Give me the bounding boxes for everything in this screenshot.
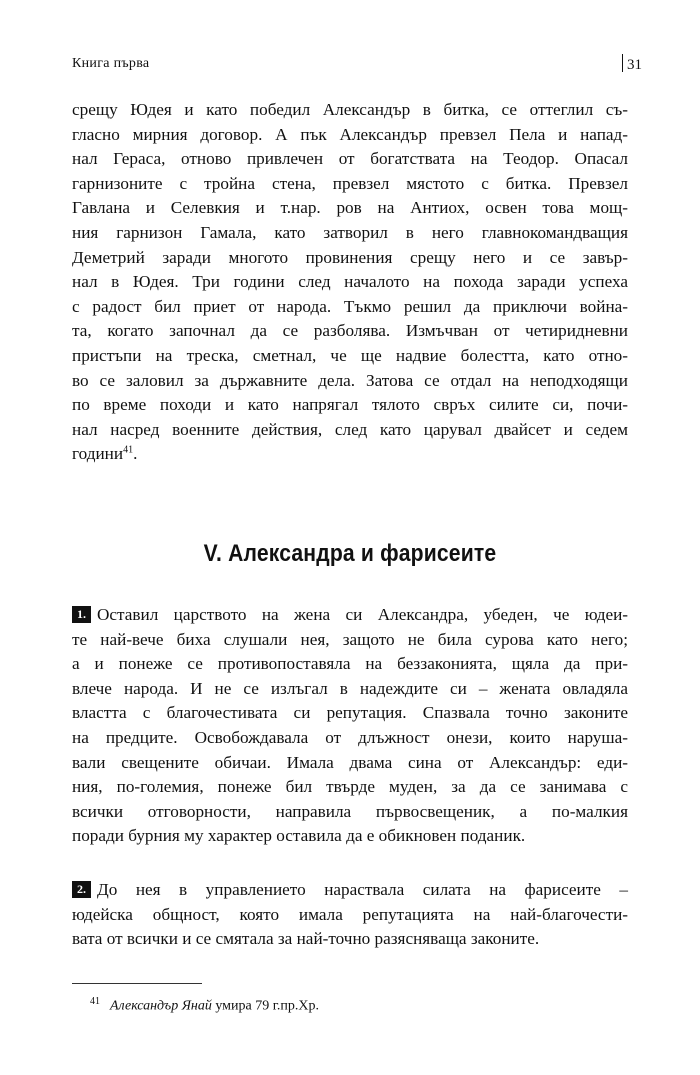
paragraph-line: властта с благочестивата си репутация. Спазвала точно законите (72, 703, 628, 723)
paragraph-line: поради бурния му характер оставила да е обикновен поданик. (72, 826, 526, 846)
paragraph-line: а и понеже се противопоставяла на беззаконията, щяла да при- (72, 654, 628, 674)
paragraph-line: нал в Юдея. Три години след началото на похода заради успеха (72, 272, 628, 292)
paragraph-line: нал насред военните действия, след като царувал двайсет и седем (72, 419, 628, 439)
section-heading: V. Александра и фарисеите (203, 540, 497, 567)
paragraph-line-text: Оставил царството на жена си Александра, убеден, че юдеи- (97, 605, 628, 624)
paragraph-line: пристъпи на треска, сметнал, че ще надвие болестта, като отно- (72, 345, 628, 365)
footnote-reference[interactable]: 41 (123, 444, 134, 456)
running-title: Книга първа (72, 56, 150, 71)
paragraph-line: те най-вече биха слушали нея, защото не била сурова като него; (72, 629, 628, 649)
paragraph-line: гарнизоните с тройна стена, превзел мястото с битка. Превзел (72, 173, 628, 193)
paragraph-line: срещу Юдея и като победил Александър в битка, се оттеглил съ- (72, 100, 628, 119)
footnote-number: 41 (90, 996, 100, 1007)
paragraph-line: всички отговорности, направила първосвещеник, а по-малкия (72, 801, 628, 821)
paragraph-first-line (72, 878, 628, 903)
paragraph-line: та, когато започнал да се разболява. Измъчван от четиридневни (72, 321, 628, 341)
paragraph-line-text: До нея в управлението нараствала силата на фарисеите – (97, 880, 628, 899)
paragraph-line: вата от всички и се смятала за най-точно разясняваща законите. (72, 929, 540, 949)
footnote (90, 996, 319, 1015)
paragraph-line: юдейска общност, която имала репутацията на най-благочести- (72, 904, 628, 924)
paragraph-line: влече народа. И не се излъгал в надеждите си – жената овладяла (72, 678, 628, 698)
paragraph-line: нал Гераса, отново привлечен от богатствата на Теодор. Опасал (72, 149, 628, 169)
paragraph-line-text: години (72, 444, 124, 464)
paragraph-1 (72, 98, 628, 467)
paragraph-line: вали свещените обичаи. Имала двама сина от Александър: еди- (72, 752, 628, 772)
paragraph-line: по време походи и като напрягал тялото свръх силите си, почи- (72, 395, 628, 415)
paragraph-last-line (72, 442, 628, 467)
paragraph-line: Деметрий заради многото провинения срещу него и се завър- (72, 247, 628, 267)
page-number-block (622, 54, 642, 74)
paragraph-2 (72, 603, 628, 849)
paragraph-line: во се заловил за държавните дела. Затова се отдал на неподходящи (72, 370, 628, 390)
paragraph-number-badge: 2. (72, 881, 91, 898)
paragraph-number-badge: 1. (72, 606, 91, 623)
paragraph-line: гласно мирния договор. А пък Александър превзел Пела и напад- (72, 124, 628, 144)
paragraph-line: Гавлана и Селевкия и т.нар. ров на Антиох, освен това мощ- (72, 198, 628, 218)
footnote-text: умира 79 г.пр.Хр. (211, 998, 319, 1014)
header-divider (622, 54, 623, 72)
footnote-italic-text: Александър Янай (110, 998, 212, 1014)
paragraph-line: на предците. Освобождавала от длъжност онези, които наруша- (72, 727, 628, 747)
end-punctuation: . (133, 444, 138, 464)
paragraph-line: ния, по-големия, понеже бил твърде муден, за да се занимава с (72, 777, 628, 797)
paragraph-line: с радост бил приет от народа. Тъкмо решил да приключи война- (72, 296, 628, 316)
page-number: 31 (627, 57, 642, 73)
footnote-divider (72, 983, 202, 984)
paragraph-3 (72, 878, 628, 952)
paragraph-line: ния гарнизон Гамала, като затворил в него главнокомандващия (72, 222, 628, 242)
paragraph-first-line (72, 603, 628, 628)
